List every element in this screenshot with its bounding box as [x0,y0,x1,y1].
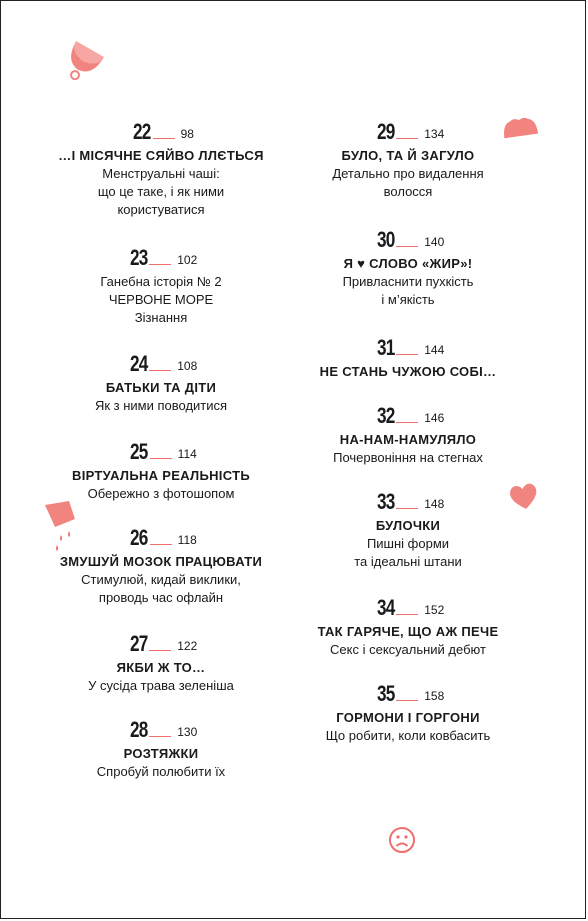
chapter-title: …І МІСЯЧНЕ СЯЙВО ЛЛЄТЬСЯ [58,148,264,163]
page-number: 158 [424,689,445,703]
sad-face-icon [387,825,417,855]
chapter-title: БУЛО, ТА Й ЗАГУЛО [341,148,475,163]
toc-entry-32 [293,403,523,467]
chapter-number: 22 [133,119,151,144]
page-number: 140 [424,235,445,249]
chapter-number: 35 [376,681,395,706]
chapter-subtitle: Спробуй полюбити їх [96,764,226,779]
chapter-subtitle: Стимулюй, кидай виклики, [81,572,241,587]
chapter-subtitle: Секс і сексуальний дебют [330,642,486,657]
chapter-number: 23 [129,245,148,270]
page-number: 108 [177,359,198,373]
toc-entry-26 [46,525,276,607]
menstrual-cup-icon [56,41,108,85]
chapter-subtitle: користуватися [117,202,205,217]
page-number: 144 [424,343,445,357]
page-number: 148 [424,497,445,511]
chapter-number: 24 [129,351,148,376]
chapter-number: 29 [376,119,395,144]
chapter-subtitle: Почервоніння на стегнах [333,450,483,465]
chapter-subtitle: Що робити, коли ковбасить [325,728,491,743]
chapter-subtitle: та ідеальні штани [354,554,462,569]
chapter-subtitle: що це таке, і як ними [97,184,225,199]
toc-entry-31 [293,335,523,381]
chapter-title: Я ♥ СЛОВО «ЖИР»! [343,256,473,271]
chapter-title: РОЗТЯЖКИ [123,746,199,761]
chapter-subtitle: волосся [383,184,433,199]
chapter-subtitle: Привласнити пухкість [342,274,474,289]
chapter-number: 25 [130,439,148,464]
toc-entry-29 [293,119,523,201]
chapter-subtitle: Ганебна історія № 2 [100,274,222,289]
chapter-number: 34 [376,595,395,620]
toc-entry-28 [46,717,276,781]
toc-entry-25 [46,439,276,503]
chapter-subtitle: У сусіда трава зеленіша [88,678,234,693]
chapter-subtitle: Зізнання [134,310,188,325]
chapter-subtitle: Менструальні чаші: [102,166,220,181]
toc-entry-27 [46,631,276,695]
chapter-number: 26 [130,525,148,550]
chapter-title: ВІРТУАЛЬНА РЕАЛЬНІСТЬ [72,468,250,483]
page-number: 102 [177,253,198,267]
chapter-subtitle: Детально про видалення [332,166,484,181]
page-number: 98 [180,127,194,141]
page-number: 134 [424,127,445,141]
chapter-subtitle: ЧЕРВОНЕ МОРЕ [108,292,214,307]
chapter-subtitle: Пишні форми [366,536,450,551]
chapter-subtitle: Як з ними поводитися [94,398,228,413]
chapter-title: БУЛОЧКИ [375,518,441,533]
chapter-title: НА-НАМ-НАМУЛЯЛО [339,432,477,447]
chapter-title: ТАК ГАРЯЧЕ, ЩО АЖ ПЕЧЕ [317,624,499,639]
chapter-number: 31 [376,335,395,360]
chapter-title: ЯКБИ Ж ТО… [116,660,206,675]
toc-entry-24 [46,351,276,415]
chapter-title: ЗМУШУЙ МОЗОК ПРАЦЮВАТИ [59,554,263,569]
chapter-title: БАТЬКИ ТА ДІТИ [105,380,217,395]
toc-entry-22 [46,119,276,219]
page-number: 122 [177,639,198,653]
chapter-number: 33 [376,489,395,514]
chapter-number: 28 [129,717,148,742]
chapter-subtitle: і м’якість [381,292,435,307]
page-number: 152 [424,603,445,617]
chapter-title: ГОРМОНИ І ГОРГОНИ [336,710,480,725]
chapter-number: 27 [129,631,148,656]
toc-entry-33 [293,489,523,571]
page-number: 146 [424,411,445,425]
chapter-number: 32 [376,403,395,428]
page-number: 118 [177,533,197,547]
toc-entry-23 [46,245,276,327]
chapter-title: НЕ СТАНЬ ЧУЖОЮ СОБІ… [319,364,497,379]
page-number: 114 [177,447,197,461]
chapter-subtitle: проводь час офлайн [98,590,224,605]
chapter-subtitle: Обережно з фотошопом [87,486,235,501]
toc-entry-35 [293,681,523,745]
chapter-number: 30 [376,227,395,252]
page-number: 130 [177,725,198,739]
toc-entry-30 [293,227,523,309]
toc-entry-34 [293,595,523,659]
